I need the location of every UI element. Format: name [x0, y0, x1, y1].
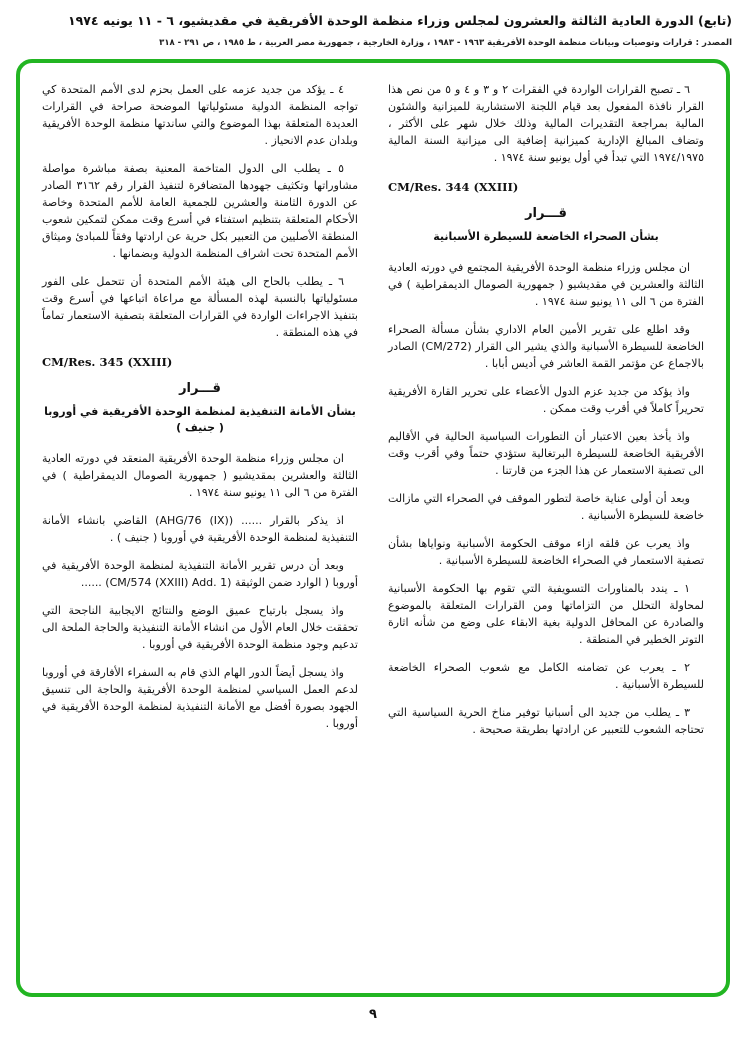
text-columns: [42, 81, 704, 985]
paragraph: واذ يؤكد من جديد عزم الدول الأعضاء على تحرير القارة الأفريقية تحريراً كاملاً في أقرب وقت ممكن .: [388, 384, 704, 415]
paragraph: وبعد أن أولى عناية خاصة لتطور الموقف في الصحراء التي مازالت خاضعة للسيطرة الأسبانية .: [388, 491, 704, 522]
paragraph: ١ ـ يندد بالمناورات التسويفية التي تقوم بها الحكومة الأسبانية لمحاولة التحلل من التزاماتها ومن القرارات المتعلقة بالموضوع والصادرة عن المحافل الدولية بغية الابقاء على وضع من شأنه اثارة التوتر الخطير في المنطقة .: [388, 581, 704, 646]
paragraph: ٦ ـ تصبح القرارات الواردة في الفقرات ٢ و ٣ و ٤ و ٥ من نص هذا القرار نافذة المفعول بعد قيام اللجنة الاستشارية للميزانية والشئون المالية بمراجعة التقديرات المالية وذلك خلال شهر على الأكثر ، وتضاف المبالغ الإدارية كميزانية إضافية الى ميزانية السنة المالية ١٩٧٤/١٩٧٥ التي تبدأ في أول يونيو سنة ١٩٧٤ .: [388, 82, 704, 164]
paragraph: ٣ ـ يطلب من جديد الى أسبانيا توفير مناخ الحرية السياسية التي تحتاجه الشعوب للتعبير عن ارادتها بطريقة صحيحة .: [388, 705, 704, 736]
resolution-title: قـــرار: [179, 380, 221, 396]
column-left: [42, 81, 358, 985]
document-title: (تابع) الدورة العادية الثالثة والعشرون لمجلس وزراء منظمة الوحدة الأفريقية في مقديشيو، ٦ - ١١ يونيه ١٩٧٤: [68, 13, 732, 28]
paragraph: واذ يأخذ بعين الاعتبار أن التطورات السياسية الحالية في الأقاليم الأفريقية الخاضعة للسيطرة البرتغالية ستؤدي حتماً وفي أقرب وقت الى تصفية الاستعمار عن هذا الجزء من قارتنا .: [388, 429, 704, 477]
page-number: ٩: [369, 1006, 377, 1022]
paragraph: واذ يعرب عن قلقه ازاء موقف الحكومة الأسبانية ونواياها بشأن تصفية الاستعمار في الصحراء الخاضعة للسيطرة الأسبانية .: [388, 536, 704, 567]
paragraph: واذ يسجل أيضاً الدور الهام الذي قام به السفراء الأفارقة في أوروبا لدعم العمل السياسي لمنظمة الوحدة الأفريقية والحاجة الى تنسيق الجهود بصورة أفضل مع الأمانة التنفيذية لمنظمة الوحدة الأفريقية في أوروبا .: [42, 665, 358, 730]
paragraph: اذ يذكر بالقرار ...... (AHG/76 (IX)) القاضي بانشاء الأمانة التنفيذية لمنظمة الوحدة الأفريقية في أوروبا ( جنيف ) .: [42, 513, 358, 544]
paragraph: ٤ ـ يؤكد من جديد عزمه على العمل بحزم لدى الأمم المتحدة كي تواجه المنظمة الدولية مسئولياتها الموضحة صراحة في القرارات العديدة المتعلقة بهذا الموضوع والتي ساندتها منظمة الوحدة الأفريقية وبلدان عدم الانحياز .: [42, 82, 358, 147]
paragraph: ٦ ـ يطلب بالحاح الى هيئة الأمم المتحدة أن تتحمل على الفور مسئولياتها بالنسبة لهذه المسألة مع مراعاة اتباعها في أسرع وقت بتنفيذ الاجراءات الواردة في القرارات المتعلقة بتصفية الاستعمار تماماً في هذه المنطقة .: [42, 274, 358, 339]
document-source-line: المصدر : قرارات وتوصيات وبيانات منظمة الوحدة الأفريقية ١٩٦٣ - ١٩٨٣ ، وزارة الخارجية ، جمهورية مصر العربية ، ط ١٩٨٥ ، ص ٢٩١ - ٣١٨: [159, 37, 732, 48]
resolution-subject: بشأن الأمانة التنفيذية لمنظمة الوحدة الأفريقية في أوروبا ( جنيف ): [44, 404, 356, 434]
paragraph: ٥ ـ يطلب الى الدول المتاخمة المعنية بصفة مباشرة مواصلة مشاوراتها وتكثيف جهودها المتضافرة لتنفيذ القرار رقم ٣١٦٢ الصادر عن الدورة الثامنة والعشرين للجمعية العامة للأمم المتحدة وخاصة الأحكام المتعلقة بتنظيم استفتاء في أسرع وقت ممكن لتمكين شعوب المنطقة الأصليين من التعبير بكل حرية عن ارادتها وفقاً للمبادئ وميثاق الأمم المتحدة تحت اشراف المنظمة الدولية وبضمانها .: [42, 161, 358, 260]
paragraph: وبعد أن درس تقرير الأمانة التنفيذية لمنظمة الوحدة الأفريقية في أوروبا ( الوارد ضمن الوثيقة (CM/574 (XXIII) Add. 1) ......: [42, 558, 358, 589]
content-frame: [16, 59, 730, 997]
column-right: [388, 81, 704, 985]
page-footer: [0, 997, 746, 1022]
paragraph: ٢ ـ يعرب عن تضامنه الكامل مع شعوب الصحراء الخاضعة للسيطرة الأسبانية .: [388, 660, 704, 691]
page-header: [0, 0, 746, 50]
resolution-number: CM/Res. 345 (XXIII): [42, 354, 173, 369]
paragraph: واذ يسجل بارتياح عميق الوضع والنتائج الايجابية الناجحة التي تحققت خلال العام الأول من انشاء الأمانة التنفيذية والحاجة الملحة الى تدعيم وجود منظمة الوحدة الأفريقية في أوروبا .: [42, 603, 358, 651]
paragraph: وقد اطلع على تقرير الأمين العام الاداري بشأن مسألة الصحراء الخاضعة للسيطرة الأسبانية والذي يشير الى القرار (CM/272) الصادر بالاجماع عن مؤتمر القمة العاشر في أديس أبابا .: [388, 322, 704, 370]
resolution-title: قـــرار: [525, 205, 567, 221]
paragraph: ان مجلس وزراء منظمة الوحدة الأفريقية المنعقد في دورته العادية الثالثة والعشرين بمقديشيو ( جمهورية الصومال الديمقراطية ) في الفترة من ٦ الى ١١ يونيو سنة ١٩٧٤ .: [42, 451, 358, 499]
paragraph: ان مجلس وزراء منظمة الوحدة الأفريقية المجتمع في دورته العادية الثالثة والعشرين في مقديشيو ( جمهورية الصومال الديمقراطية ) في الفترة من ٦ الى ١١ يونيو سنة ١٩٧٤ .: [388, 260, 704, 308]
resolution-subject: بشأن الصحراء الخاضعة للسيطرة الأسبانية: [433, 229, 659, 243]
resolution-number: CM/Res. 344 (XXIII): [388, 179, 519, 194]
